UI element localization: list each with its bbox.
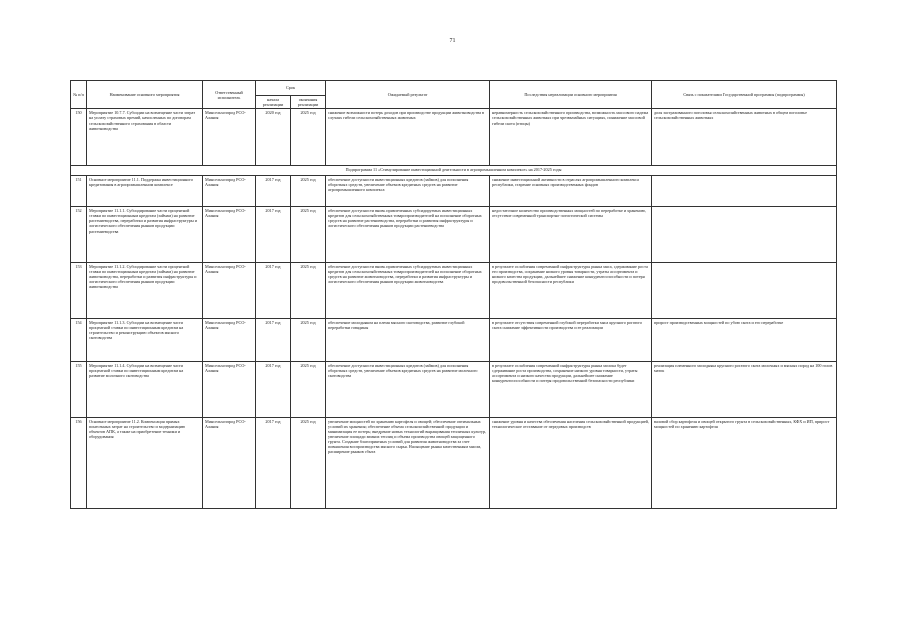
header-end: окончания реализации	[291, 96, 326, 109]
measures-table	[70, 80, 837, 509]
header-num: № п/п	[71, 81, 87, 109]
row-name: Мероприятие 10.7.7. Субсидии на возмещение части затрат на уплату страховых премий, начисленных по договорам сельскохозяйственного страхования в области животноводства	[87, 109, 203, 166]
table-row	[71, 109, 837, 166]
header-executor: Ответственный исполнитель	[203, 81, 256, 109]
table-row	[71, 318, 837, 361]
row-consequences: в результате ослабления современной инфраструктуры рынка мяса, сдерживание роста его производства, сохранение низкого уровня товарности, утраты ассортимента и низкого качества продукции, дальнейшее снижение конкурентоспособности и потеря продовольственной безопасности республики	[490, 262, 652, 318]
row-start: 2017 год	[256, 361, 291, 417]
row-executor: Минсельхозпрод РСО-Алания	[203, 361, 256, 417]
table-row	[71, 417, 837, 508]
header-consequences: Последствия нереализации основного мероприятия	[490, 81, 652, 109]
row-start: 2017 год	[256, 175, 291, 206]
row-consequences: снижение инвестиционной активности в отраслях агропромышленного комплекса республики, старение основных производственных фондов	[490, 175, 652, 206]
row-num: 154	[71, 318, 87, 361]
row-consequences: недостаточное количество производственных мощностей по переработке и хранению, отсутствие современной транспортно-логистической системы	[490, 207, 652, 263]
row-consequences: в результате ослабления современной инфраструктуры рынка молока будет сдерживание роста производства, сохранение низкого уровня товарности, утраты ассортимента и низкого качества продукции, дальнейшее снижение конкурентоспособности и потеря продовольственной безопасности республики	[490, 361, 652, 417]
header-result: Ожидаемый результат	[326, 81, 490, 109]
row-result: обеспечение молодняком на племя мясного скотоводства, развитие глубокой переработки говядины	[326, 318, 490, 361]
row-num: 151	[71, 175, 87, 206]
header-name: Наименование основного мероприятия	[87, 81, 203, 109]
page-number: 71	[449, 38, 456, 44]
subprogram-title: Подпрограмма 11 «Стимулирование инвестиционной деятельности в агропромышленном комплексе» на 2017-2025 годы	[71, 166, 837, 176]
row-link: прирост производственных мощностей по убою скота и его переработке	[652, 318, 837, 361]
row-name: Основное мероприятие 11.1. Поддержка инвестиционного кредитования в агропромышленном комплексе	[87, 175, 203, 206]
row-result: обеспечение доступности вновь привлеченных субсидируемых инвестиционных кредитов для сельскохозяйственных товаропроизводителей на пополнение оборотных средств на развитие животноводства, переработки и развития инфраструктуры и логистического обеспечения рынков продукции животноводства	[326, 262, 490, 318]
row-executor: Минсельхозпрод РСО-Алания	[203, 175, 256, 206]
row-name: Мероприятие 11.1.4. Субсидии на возмещение части процентной ставки по инвестиционным кредитам на развитие молочного скотоводства	[87, 361, 203, 417]
row-result: обеспечение доступности инвестиционных кредитов (займов) для пополнения оборотных средств, увеличение объемов кредитных средств на развитие молочного скотоводства	[326, 361, 490, 417]
row-end: 2025 год	[291, 109, 326, 166]
row-start: 2020 год	[256, 109, 291, 166]
row-end: 2025 год	[291, 318, 326, 361]
row-name: Мероприятие 11.1.2. Субсидирование части процентной ставки по инвестиционным кредитам (займам) на развитие животноводства, переработки и развития инфраструктуры и логистического обеспечения рынков продукции животноводства	[87, 262, 203, 318]
row-start: 2017 год	[256, 207, 291, 263]
row-link	[652, 175, 837, 206]
row-consequences: снижение уровня и качества обеспечения населения сельскохозяйственной продукцией, технологическое отставание от передовых производств	[490, 417, 652, 508]
row-consequences: в результате отсутствия современной глубокой переработки мяса крупного рогатого скота снижение эффективности производства и ее реализации	[490, 318, 652, 361]
row-num: 156	[71, 417, 87, 508]
row-num: 150	[71, 109, 87, 166]
row-link: реализация племенного молодняка крупного рогатого скота молочных и мясных пород на 100 голов маток	[652, 361, 837, 417]
row-name: Мероприятие 11.1.1. Субсидирование части процентной ставки по инвестиционным кредитам (займам) на развитие растениеводства, переработки и развития инфраструктуры и логистического обеспечения рынков продукции растениеводства	[87, 207, 203, 263]
row-name: Мероприятие 11.1.3. Субсидии на возмещение части процентной ставки по инвестиционным кредитам на строительство и реконструкцию объектов мясного скотоводства	[87, 318, 203, 361]
row-executor: Минсельхозпрод РСО-Алания	[203, 109, 256, 166]
row-executor: Минсельхозпрод РСО-Алания	[203, 207, 256, 263]
row-num: 153	[71, 262, 87, 318]
row-link: доля застрахованного поголовья сельскохозяйственных животных в общем поголовье сельскохозяйственных животных	[652, 109, 837, 166]
header-link: Связь с показателями Государственной программы (подпрограммы)	[652, 81, 837, 109]
row-end: 2025 год	[291, 175, 326, 206]
row-executor: Минсельхозпрод РСО-Алания	[203, 262, 256, 318]
table-row	[71, 175, 837, 206]
row-end: 2025 год	[291, 361, 326, 417]
header-start: начала реализации	[256, 96, 291, 109]
header-term: Срок	[256, 81, 326, 96]
table-row	[71, 361, 837, 417]
row-end: 2025 год	[291, 207, 326, 263]
subprogram-row	[71, 166, 837, 176]
row-start: 2017 год	[256, 318, 291, 361]
header-row	[71, 81, 837, 96]
row-consequences: неравномерность сельскохозяйственного производства, возможность массового падежа сельскохозяйственных животных при чрезвычайных ситуациях, понижение массовой гибели скота (птицы)	[490, 109, 652, 166]
table-row	[71, 262, 837, 318]
row-start: 2017 год	[256, 262, 291, 318]
row-result: увеличение мощностей по хранению картофеля и овощей; обеспечение оптимальных условий их хранения; обеспечение объема сельскохозяйственной продукции и минимизация ее потерь; внедрение новых технологий выращивания тепличных культур, увеличение площади зимних теплиц и объема производства овощей защищенного грунта. Создание благоприятных условий для развития животноводства за счет повышения воспроизводства мясного сырья. Насыщение рынка качественным мясом, расширение рынков сбыта	[326, 417, 490, 508]
row-executor: Минсельхозпрод РСО-Алания	[203, 417, 256, 508]
row-link	[652, 262, 837, 318]
row-executor: Минсельхозпрод РСО-Алания	[203, 318, 256, 361]
row-end: 2025 год	[291, 417, 326, 508]
row-num: 152	[71, 207, 87, 263]
table-row	[71, 207, 837, 263]
row-result: обеспечение доступности инвестиционных кредитов (займов) для пополнения оборотных средств, увеличение объемов кредитных средств на развитие агропромышленного комплекса	[326, 175, 490, 206]
row-link: валовой сбор картофеля и овощей открытого грунта в сельскохозяйственных, КФХ и ИП, прирост мощностей по хранению картофеля	[652, 417, 837, 508]
row-result: снижение возможности потерь доходов при производстве продукции животноводства в случаях гибели сельскохозяйственных животных	[326, 109, 490, 166]
row-start: 2017 год	[256, 417, 291, 508]
row-name: Основное мероприятие 11.2. Компенсация прямых понесенных затрат на строительство и модернизацию объектов АПК, а также на приобретение техники и оборудования	[87, 417, 203, 508]
row-link	[652, 207, 837, 263]
row-end: 2025 год	[291, 262, 326, 318]
row-result: обеспечение доступности вновь привлеченных субсидируемых инвестиционных кредитов для сельскохозяйственных товаропроизводителей на пополнение оборотных средств на развитие растениеводства, переработки и развития инфраструктуры и логистического обеспечения рынков продукции растениеводства	[326, 207, 490, 263]
row-num: 155	[71, 361, 87, 417]
